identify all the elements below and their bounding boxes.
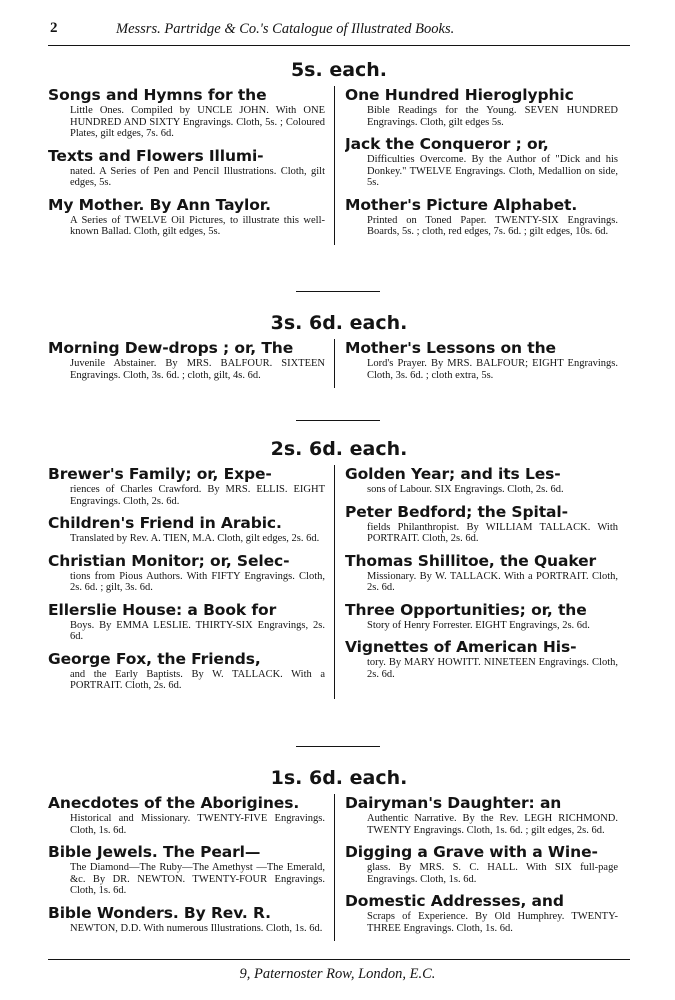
entry-title: Mother's Picture Alphabet.	[345, 195, 578, 214]
section-title: 2s. 6d. each.	[270, 438, 408, 460]
entry-title: George Fox, the Friends,	[48, 649, 261, 668]
entry-description: Bible Readings for the Young. SEVEN HUNDRED Engravings. Cloth, gilt edges 5s.	[367, 105, 618, 128]
entry-title: Digging a Grave with a Wine-	[345, 843, 598, 861]
right-column	[333, 794, 618, 941]
entry-title: My Mother. By Ann Taylor.	[48, 195, 271, 214]
entry-description: Historical and Missionary. TWENTY-FIVE Engravings. Cloth, 1s. 6d.	[70, 813, 325, 836]
entry-description: Story of Henry Forrester. EIGHT Engravings, 2s. 6d.	[367, 619, 590, 631]
entry-description: Little Ones. Compiled by UNCLE JOHN. With ONE HUNDRED AND SIXTY Engravings. Cloth, 5s. ; Coloured Plates, gilt edges, 7s. 6d.	[70, 105, 325, 139]
entry-description: Authentic Narrative. By the Rev. LEGH RICHMOND. TWENTY Engravings. Cloth, 1s. 6d. ; gilt edges, 2s. 6d.	[367, 813, 618, 836]
catalogue-entry	[48, 514, 325, 545]
entry-title: Domestic Addresses, and	[345, 892, 564, 910]
section-3s6d	[48, 311, 630, 388]
entry-title: Three Opportunities; or, the	[345, 600, 587, 619]
header-rule	[48, 45, 630, 46]
entry-title: Morning Dew-drops ; or, The	[48, 339, 294, 357]
page-header	[48, 20, 628, 42]
entry-title: Jack the Conqueror ; or,	[345, 135, 549, 153]
section-columns	[48, 465, 630, 699]
entry-title: Christian Monitor; or, Selec-	[48, 551, 290, 570]
catalogue-entry	[48, 147, 325, 189]
catalogue-entry	[345, 465, 618, 496]
entry-description: sons of Labour. SIX Engravings. Cloth, 2s. 6d.	[367, 484, 564, 495]
catalogue-entry	[48, 794, 325, 836]
column-divider	[334, 465, 335, 699]
section-separator	[296, 746, 380, 747]
entry-title: Anecdotes of the Aborigines.	[48, 794, 300, 812]
entry-title: Songs and Hymns for the	[48, 86, 267, 104]
catalogue-entry	[345, 552, 618, 594]
entry-description: Scraps of Experience. By Old Humphrey. TWENTY-THREE Engravings. Cloth, 1s. 6d.	[367, 911, 618, 934]
entry-description: tory. By MARY HOWITT. NINETEEN Engravings. Cloth, 2s. 6d.	[367, 657, 618, 680]
right-column	[333, 86, 618, 245]
catalogue-entry	[48, 86, 325, 140]
entry-description: Juvenile Abstainer. By MRS. BALFOUR. SIXTEEN Engravings. Cloth, 3s. 6d. ; cloth, gilt, 4s. 6d.	[70, 358, 325, 381]
catalogue-entry	[345, 638, 618, 680]
right-column	[333, 339, 618, 388]
section-1s6d	[48, 766, 630, 941]
entry-title: Bible Wonders. By Rev. R.	[48, 903, 271, 922]
running-title: Messrs. Partridge & Co.'s Catalogue of Illustrated Books.	[116, 21, 455, 37]
catalogue-entry	[48, 601, 325, 643]
section-title: 3s. 6d. each.	[270, 312, 408, 334]
entry-description: fields Philanthropist. By WILLIAM TALLACK. With PORTRAIT. Cloth, 2s. 6d.	[367, 521, 618, 544]
entry-description: nated. A Series of Pen and Pencil Illustrations. Cloth, gilt edges, 5s.	[70, 165, 325, 188]
catalogue-entry	[345, 196, 618, 238]
catalogue-entry	[345, 892, 618, 934]
column-divider	[334, 86, 335, 245]
entry-title: Bible Jewels. The Pearl—	[48, 843, 261, 861]
page-number: 2	[50, 20, 58, 36]
entry-title: Children's Friend in Arabic.	[48, 514, 282, 532]
entry-description: glass. By MRS. S. C. HALL. With SIX full-page Engravings. Cloth, 1s. 6d.	[367, 862, 618, 885]
left-column	[48, 86, 333, 245]
column-divider	[334, 339, 335, 388]
catalogue-entry	[48, 465, 325, 507]
catalogue-entry	[345, 339, 618, 381]
entry-description: Lord's Prayer. By MRS. BALFOUR; EIGHT Engravings. Cloth, 3s. 6d. ; cloth extra, 5s.	[367, 358, 618, 381]
entry-title: Thomas Shillitoe, the Quaker	[345, 551, 597, 570]
section-columns	[48, 86, 630, 245]
catalogue-entry	[48, 339, 325, 381]
entry-title: Brewer's Family; or, Expe-	[48, 465, 272, 483]
section-title: 1s. 6d. each.	[270, 767, 408, 789]
catalogue-entry	[48, 552, 325, 594]
entry-title: Peter Bedford; the Spital-	[345, 502, 568, 521]
left-column	[48, 465, 333, 699]
catalogue-entry	[345, 503, 618, 545]
section-separator	[296, 420, 380, 421]
catalogue-entry	[345, 794, 618, 836]
entry-description: The Diamond—The Ruby—The Amethyst —The Emerald, &c. By DR. NEWTON. TWENTY-FOUR Engravings. Cloth, 1s. 6d.	[70, 862, 325, 896]
entry-description: Missionary. By W. TALLACK. With a PORTRAIT. Cloth, 2s. 6d.	[367, 570, 618, 593]
entry-description: Translated by Rev. A. TIEN, M.A. Cloth, gilt edges, 2s. 6d.	[70, 533, 320, 544]
catalogue-entry	[48, 196, 325, 238]
entry-description: riences of Charles Crawford. By MRS. ELLIS. EIGHT Engravings. Cloth, 2s. 6d.	[70, 484, 325, 507]
section-columns	[48, 339, 630, 388]
catalogue-entry	[345, 843, 618, 885]
entry-title: Texts and Flowers Illumi-	[48, 146, 264, 165]
section-columns	[48, 794, 630, 941]
entry-title: Golden Year; and its Les-	[345, 465, 561, 483]
footer-rule	[48, 959, 630, 960]
section-2s6d	[48, 437, 630, 699]
entry-title: Vignettes of American His-	[345, 638, 577, 656]
catalogue-entry	[345, 86, 618, 128]
entry-description: Printed on Toned Paper. TWENTY-SIX Engravings. Boards, 5s. ; cloth, red edges, 7s. 6d. ; gilt edges, 10s. 6d.	[367, 214, 618, 237]
entry-title: Ellerslie House: a Book for	[48, 600, 277, 619]
entry-description: A Series of TWELVE Oil Pictures, to illustrate this well-known Ballad. Cloth, gilt edges, 5s.	[70, 214, 325, 237]
entry-description: NEWTON, D.D. With numerous Illustrations. Cloth, 1s. 6d.	[70, 922, 323, 934]
section-title: 5s. each.	[290, 59, 388, 81]
catalogue-entry	[345, 135, 618, 189]
entry-title: Dairyman's Daughter: an	[345, 794, 562, 812]
entry-description: Boys. By EMMA LESLIE. THIRTY-SIX Engravings, 2s. 6d.	[70, 619, 325, 642]
catalogue-entry	[345, 601, 618, 632]
catalogue-entry	[48, 650, 325, 692]
section-separator	[296, 291, 380, 292]
entry-title: One Hundred Hieroglyphic	[345, 86, 574, 104]
column-divider	[334, 794, 335, 941]
catalogue-entry	[48, 904, 325, 935]
left-column	[48, 794, 333, 941]
entry-description: and the Early Baptists. By W. TALLACK. With a PORTRAIT. Cloth, 2s. 6d.	[70, 668, 325, 691]
section-5s	[48, 58, 630, 245]
entry-title: Mother's Lessons on the	[345, 339, 556, 357]
publisher-address: 9, Paternoster Row, London, E.C.	[239, 966, 436, 982]
entry-description: Difficulties Overcome. By the Author of "Dick and his Donkey." TWELVE Engravings. Cloth, Medallion on side, 5s.	[367, 154, 618, 188]
entry-description: tions from Pious Authors. With FIFTY Engravings. Cloth, 2s. 6d. ; gilt, 3s. 6d.	[70, 570, 325, 593]
catalogue-entry	[48, 843, 325, 897]
left-column	[48, 339, 333, 388]
right-column	[333, 465, 618, 699]
